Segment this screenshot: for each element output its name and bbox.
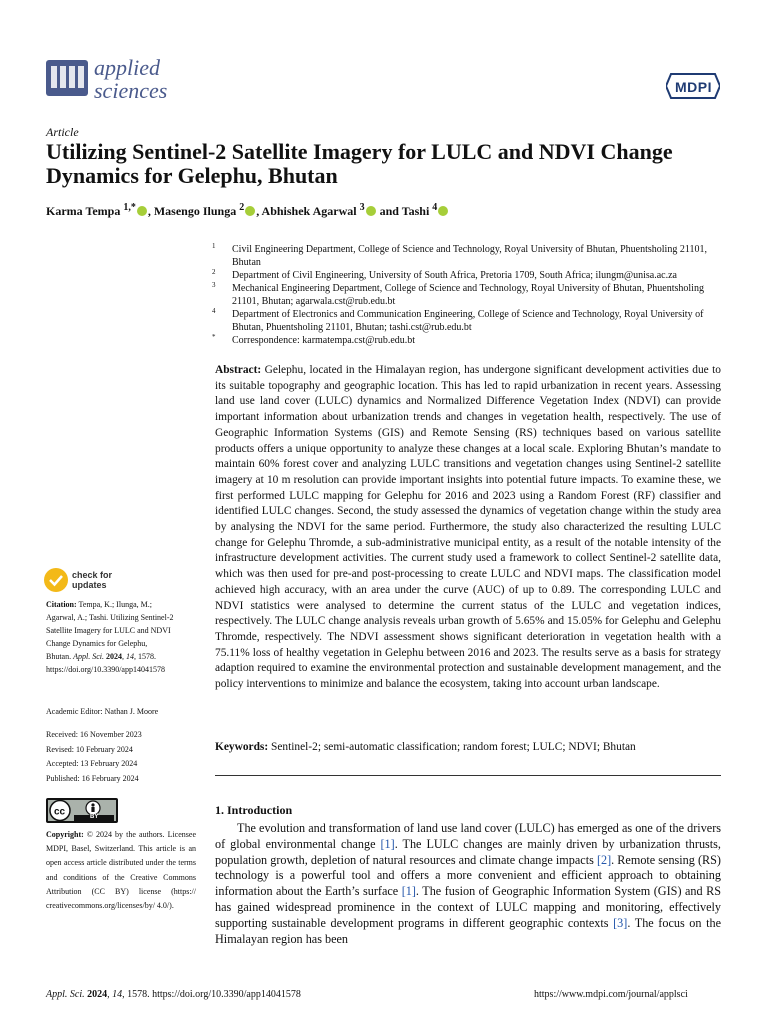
affiliation-text: Civil Engineering Department, College of Science and Technology, Royal University of Bhutan, Phuentsholing 21101, Bhutan [232,244,707,268]
footer-journal: Appl. Sci. [46,989,85,1000]
citation-year: 2024 [104,652,122,661]
citation-link[interactable]: [3] [613,915,628,930]
intro-text: The evolution and transformation of land use land cover (LULC) has emerged as one of the drivers of global environmental change [215,821,721,851]
intro-text: . Remote sensing (RS) technology is a powerful tool and offers a more convenient and efficient approach to obtaining information about the Earth’s surface [215,852,721,899]
intro-text: . The LULC changes are mainly driven by urbanization thrusts, population growth, depletion of natural resources and climate change impacts [215,836,721,867]
affiliation-number: * [212,333,216,341]
article-title: Utilizing Sentinel-2 Satellite Imagery for LULC and NDVI Change Dynamics for Gelephu, Bhutan [46,139,673,188]
author-affil: 3 [359,202,365,213]
copyright-notice [46,828,196,913]
affiliation [212,243,732,269]
publisher-name: MDPI [675,79,712,95]
orcid-icon[interactable] [137,206,147,216]
affiliation-text: Department of Electronics and Communication Engineering, College of Science and Technology, Royal University of Bhutan, Phuentsholing 21101, Bhutan; tashi.cst@rub.edu.bt [232,309,704,333]
journal-name-line2: sciences [94,78,168,103]
intro-text: . The focus on the Himalayan region has been [215,915,721,946]
publication-dates [46,728,196,786]
citation [46,598,174,676]
copyright-text: © 2024 by the authors. Licensee MDPI, Basel, Switzerland. This article is an open access article distributed under the terms and conditions of the Creative Commons Attribution (CC BY) license (https:// creativecommons.org/licenses/by/ 4.0/). [46,830,196,911]
intro-paragraph [215,821,721,947]
affiliation-number: 2 [212,268,216,276]
copyright-label: Copyright: [46,830,84,839]
abstract [215,363,721,693]
journal-name-line1: applied [94,55,160,80]
author-name[interactable]: , Abhishek Agarwal [256,204,360,218]
citation-volume: , 14 [122,652,134,661]
journal-logo-icon [46,60,88,96]
affiliations [212,243,732,347]
citation-label: Citation: [46,600,77,609]
journal-name [94,56,167,102]
keywords-label: Keywords: [215,741,269,753]
author-name[interactable]: and Tashi [376,204,433,218]
author-name[interactable]: , Masengo Ilunga [147,204,240,218]
abstract-label: Abstract: [215,364,262,376]
journal-logo [46,55,316,110]
section-heading: 1. Introduction [215,803,293,817]
citation-text: Tempa, K.; Ilunga, M.; Agarwal, A.; Tashi. Utilizing Sentinel-2 Satellite Imagery for LULC and NDVI Change Dynamics for Gelephu, Bhutan. [46,600,174,661]
orcid-icon[interactable] [366,206,376,216]
affiliation [212,308,732,334]
keywords-text: Sentinel-2; semi-automatic classification; random forest; LULC; NDVI; Bhutan [268,741,636,753]
date-published: Published: 16 February 2024 [46,773,139,783]
abstract-text: Gelephu, located in the Himalayan region, has undergone significant development activities due to its suitable topography and geographic location. This has led to rapid urbanization in recent years. Assessing land use land cover (LULC) dynamics and Normalized Difference Vegetation Index (NDVI) can provide important information about urbanization trends and changes in vegetation health, respectively. The use of Geographic Information Systems (GIS) and Remote Sensing (RS) techniques based on various satellite products offers a unique opportunity to analyze these changes at a local scale. Exploring Bhutan’s mandate to maintain 60% forest cover and analyzing LULC transitions and vegetation changes using Sentinel-2 satellite imagery at 10 m resolution can provide important insights into potential future impacts. To examine these, we first performed LULC mapping for Gelephu for 2016 and 2023 using a Random Forest (RF) classifier and identified LULC changes. Second, the study assessed the dynamics of vegetation change within the study area by analysing the NDVI for the same period. Furthermore, the study also characterized the resulting LULC change for Gelephu Thromde, a sub-administrative municipal entity, as a result of the notable intensity of the infrastructure development activities. The current study used a framework to collect Sentinel-2 satellite data, which was then used for pre-and post-processing to create LULC and NDVI maps. The classification model achieved high accuracy, with an area under the curve (AUC) of up to 0.89. The corresponding LULC and NDVI statistics were analysed to determine the current status of the LULC and vegetation indices, respectively. The LULC change analysis reveals urban growth of 5.65% and 15.05% for Gelephu and Gelephu Thromde, respectively. The NDVI assessment shows significant deterioration in vegetation health with a 75.11% loss of healthy vegetation in Gelephu between 2016 and 2023. The results serve as a basis for strategy adaption required to examine the environmental protection and sustainable development management, and the policy interventions to minimize and balance the ecosystem, taking into account urban landscape. [215,364,721,691]
cc-by-license-badge[interactable] [46,798,118,823]
affiliation-text: Mechanical Engineering Department, College of Science and Technology, Royal University of Bhutan, Phuentsholing 21101, Bhutan; agarwala.cst@rub.edu.bt [232,283,704,307]
correspondence [212,334,732,347]
footer-citation [46,989,301,1000]
citation-journal: Appl. Sci. [73,652,104,661]
date-revised: Revised: 10 February 2024 [46,744,133,754]
citation-link[interactable]: [2] [596,852,612,867]
intro-text: . The fusion of Geographic Information System (GIS) and RS has gained widespread prominence in the context of LULC mapping and monitoring, effectively supporting sustainable development programs in different geographic contexts [215,884,721,930]
citation-link[interactable]: [1] [401,884,416,899]
orcid-icon[interactable] [438,206,448,216]
footer-doi[interactable]: , 1578. https://doi.org/10.3390/app14041578 [122,989,301,1000]
cc-by-label: BY [90,814,99,820]
check-updates-icon [44,568,68,592]
citation-link[interactable]: [1] [380,836,395,851]
footer-journal-url[interactable]: https://www.mdpi.com/journal/applsci [534,989,688,1000]
footer-volume: , 14 [107,989,123,1000]
affiliation-number: 4 [212,307,216,315]
affiliation [212,269,732,282]
author-list [46,202,449,219]
affiliation-text: Department of Civil Engineering, University of South Africa, Pretoria 1709, South Africa; ilungm@unisa.ac.za [232,270,677,281]
footer-year: 2024 [84,989,108,1000]
orcid-icon[interactable] [245,206,255,216]
author-name[interactable]: Karma Tempa [46,204,124,218]
divider [215,775,721,776]
author-affil: 4 [432,202,438,213]
correspondence-text: Correspondence: karmatempa.cst@rub.edu.bt [232,335,416,346]
check-updates-line1: check for [72,570,113,580]
publisher-logo[interactable] [666,71,720,101]
affiliation-number: 3 [212,281,216,289]
author-affil: 2 [239,202,245,213]
keywords [215,741,721,753]
check-for-updates-button[interactable] [44,568,154,594]
date-accepted: Accepted: 13 February 2024 [46,759,138,768]
check-updates-label [72,570,112,590]
article-type: Article [46,125,79,139]
affiliation-number: 1 [212,242,216,250]
citation-doi[interactable]: , 1578. https://doi.org/10.3390/app14041578 [46,652,165,674]
affiliation [212,282,732,308]
author-affil: 1,* [123,202,136,213]
academic-editor: Academic Editor: Nathan J. Moore [46,707,159,716]
date-received: Received: 16 November 2023 [46,730,142,739]
check-updates-line2: updates [72,580,107,590]
svg-text:cc: cc [54,806,66,818]
